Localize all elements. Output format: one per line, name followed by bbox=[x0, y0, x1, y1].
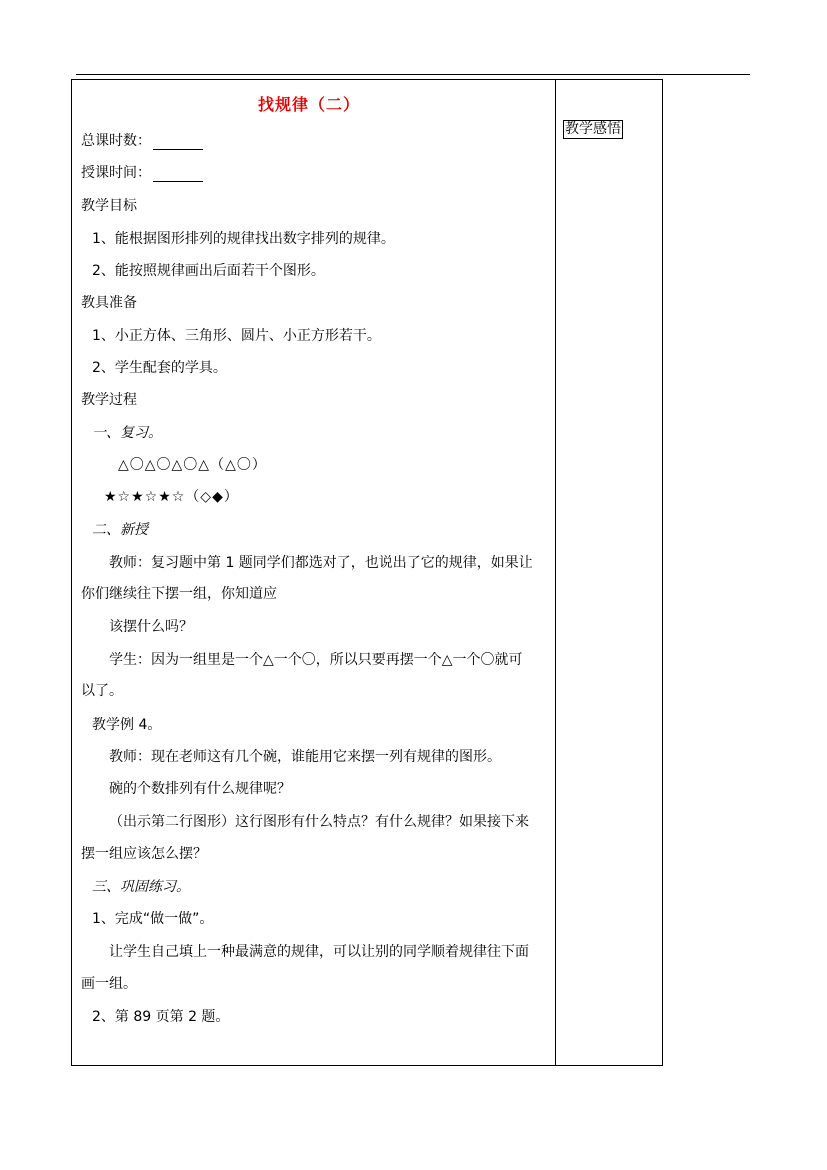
new-lesson-line: 教师：现在老师这有几个碗，谁能用它来摆一列有规律的图形。 bbox=[109, 749, 501, 765]
review-heading: 一、复习。 bbox=[92, 425, 162, 441]
lesson-time-blank bbox=[153, 168, 203, 182]
total-hours-row bbox=[81, 132, 203, 150]
practice-line: 画一组。 bbox=[81, 976, 137, 992]
review-pattern-triangles-circles: △〇△〇△〇△（△〇） bbox=[118, 457, 267, 473]
total-hours-blank bbox=[153, 136, 203, 150]
lesson-plan-table bbox=[71, 79, 663, 1066]
practice-heading: 三、巩固练习。 bbox=[92, 879, 190, 895]
new-lesson-line: 学生：因为一组里是一个△一个〇，所以只要再摆一个△一个〇就可 bbox=[109, 652, 523, 668]
new-lesson-line: 以了。 bbox=[81, 683, 123, 699]
tool-item: 1、小正方体、三角形、圆片、小正方形若干。 bbox=[92, 328, 381, 344]
tool-item: 2、学生配套的学具。 bbox=[92, 360, 227, 376]
goals-heading: 教学目标 bbox=[81, 198, 137, 214]
new-lesson-line: 你们继续往下摆一组，你知道应 bbox=[81, 586, 277, 602]
header-rule bbox=[76, 74, 750, 75]
total-hours-label: 总课时数： bbox=[81, 133, 151, 149]
new-lesson-line: （出示第二行图形）这行图形有什么特点？有什么规律？如果接下来 bbox=[109, 814, 529, 830]
document-title: 找规律（二） bbox=[258, 95, 361, 114]
practice-line: 1、完成“做一做”。 bbox=[92, 911, 214, 927]
new-lesson-line: 教学例 4。 bbox=[92, 717, 162, 733]
teaching-reflection-label: 教学感悟 bbox=[565, 121, 621, 137]
review-pattern-stars: ★☆★☆★☆（◇◆） bbox=[104, 489, 239, 505]
new-lesson-line: 教师：复习题中第 1 题同学们都选对了，也说出了它的规律，如果让 bbox=[109, 555, 533, 571]
goal-item: 2、能按照规律画出后面若干个图形。 bbox=[92, 263, 325, 279]
process-heading: 教学过程 bbox=[81, 392, 137, 408]
new-lesson-heading: 二、新授 bbox=[92, 522, 148, 538]
practice-line: 2、第 89 页第 2 题。 bbox=[92, 1009, 230, 1025]
new-lesson-line: 该摆什么吗？ bbox=[109, 619, 193, 635]
lesson-time-label: 授课时间： bbox=[81, 165, 151, 181]
goal-item: 1、能根据图形排列的规律找出数字排列的规律。 bbox=[92, 231, 395, 247]
tools-heading: 教具准备 bbox=[81, 295, 137, 311]
lesson-time-row bbox=[81, 164, 203, 182]
new-lesson-line: 摆一组应该怎么摆？ bbox=[81, 846, 207, 862]
practice-line: 让学生自己填上一种最满意的规律，可以让别的同学顺着规律往下面 bbox=[109, 944, 529, 960]
column-divider bbox=[555, 80, 556, 1065]
new-lesson-line: 碗的个数排列有什么规律呢？ bbox=[109, 781, 291, 797]
